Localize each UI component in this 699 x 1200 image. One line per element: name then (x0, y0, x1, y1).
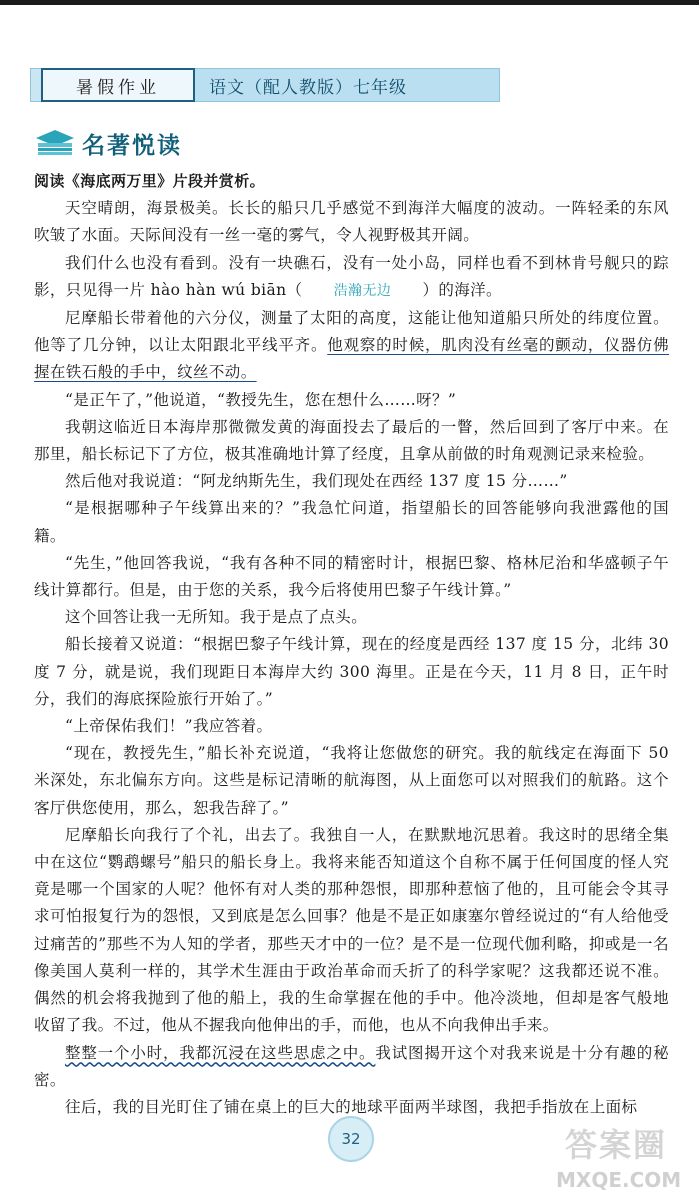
header-subject-label: 语文（配人教版）七年级 (195, 68, 500, 102)
header-accent-bar (30, 68, 41, 102)
question-prompt: 阅读《海底两万里》片段并赏析。 (34, 172, 266, 190)
paragraph: 船长接着又说道：“根据巴黎子午线计算，现在的经度是西经 137 度 15 分，北纬 30 度 7 分，就是说，我们现距日本海岸大约 300 海里。正是在今天，11 月 8 日，正午时分，我们的海底探险旅行开始了。” (34, 635, 669, 708)
header-series-label: 暑假作业 (41, 68, 195, 102)
paragraph: 尼摩船长向我行了个礼，出去了。我独自一人，在默默地沉思着。我这时的思绪全集中在这位“鹦鹉螺号”船只的船长身上。我将来能否知道这个自称不属于任何国度的怪人究竟是哪一个国家的人呢？他怀有对人类的那种怨恨，即那种惹恼了他的，且可能会令其寻求可怕报复行为的怨恨，又到底是怎么回事？他是不是正如康塞尔曾经说过的“有人给他受过痛苦的”那些不为人知的学者，那些天才中的一位？是不是一位现代伽利略，抑或是一名像美国人莫利一样的，其学术生涯由于政治革命而夭折了的科学家呢？这我都还说不准。偶然的机会将我抛到了他的船上，我的生命掌握在他的手中。他冷淡地，但却是客气般地收留了我。不过，他从不握我向他伸出的手，而他，也从不向我伸出手来。 (34, 825, 669, 1035)
page-number: 32 (328, 1116, 374, 1162)
paragraph: “先生，”他回答我说，“我有各种不同的精密时计，根据巴黎、格林尼治和华盛顿子午线计算都行。但是，由于您的关系，我今后将使用巴黎子午线计算。” (34, 553, 669, 600)
paragraph-text: 尼摩船长带着他的六分仪，测量了太阳的高度，这能让他知道船只所处的纬度位置。他等了几分钟，以让太阳跟北平线平齐。 (34, 309, 669, 355)
paragraph: 天空晴朗，海景极美。长长的船只几乎感觉不到海洋大幅度的波动。一阵轻柔的东风吹皱了水面。天际间没有一丝一毫的雾气，令人视野极其开阔。 (34, 199, 669, 245)
section-heading (34, 126, 182, 160)
section-title: 名著悦读 (82, 132, 182, 159)
paragraph: 然后他对我说道：“阿龙纳斯先生，我们现处在西经 137 度 15 分……” (65, 472, 568, 491)
paragraph (34, 305, 669, 387)
paragraph (34, 1040, 669, 1094)
paragraph: 我朝这临近日本海岸那微微发黄的海面投去了最后的一瞥，然后回到了客厅中来。在那里，船长标记下了方位，极其准确地计算了经度，且拿从前做的时角观测记录来检验。 (34, 417, 669, 464)
books-stack-icon (34, 126, 76, 160)
page-header (30, 68, 500, 102)
paragraph-text: ）的海洋。 (422, 280, 502, 299)
paragraph-text: 我试图揭开这个对我来说是十分有趣的秘密。 (34, 1043, 669, 1089)
paragraph (34, 250, 669, 305)
paragraph: “是根据哪种子午线算出来的？”我急忙问道，指望船长的回答能够向我泄露他的国籍。 (34, 499, 669, 545)
top-border (0, 0, 699, 5)
paragraph-text: 我们什么也没有看到。没有一块礁石，没有一处小岛，同样也看不到林肯号舰只的踪影，只见得一片 hào hàn wú biān（ (34, 253, 669, 299)
pinyin-answer-blank: 浩瀚无边 (333, 282, 392, 299)
watermark-url: MXQE.COM (556, 1168, 682, 1192)
paragraph: “是正午了，”他说道，“教授先生，您在想什么……呀？” (65, 390, 457, 409)
wavy-underlined-sentence: 整整一个小时，我都沉浸在这些思虑之中。 (65, 1043, 376, 1062)
paragraph: 往后，我的目光盯住了铺在桌上的巨大的地球平面两半球图，我把手指放在上面标 (65, 1097, 638, 1116)
paragraph: “现在，教授先生，”船长补充说道，“我将让您做您的研究。我的航线定在海面下 50 米深处，东北偏东方向。这些是标记清晰的航海图，从上面您可以对照我们的航路。这个客厅供您使用，那么，恕我告辞了。” (34, 744, 669, 817)
paragraph: “上帝保佑我们！”我应答着。 (65, 717, 273, 736)
watermark-logo: 答案圈 (565, 1126, 668, 1164)
underlined-sentence: 他观察的时候，肌肉没有丝毫的颤动，仪器仿佛握在铁石般的手中，纹丝不动。 (34, 336, 670, 382)
paragraph: 这个回答让我一无所知。我于是点了点头。 (65, 608, 368, 627)
reading-passage (34, 168, 669, 1121)
